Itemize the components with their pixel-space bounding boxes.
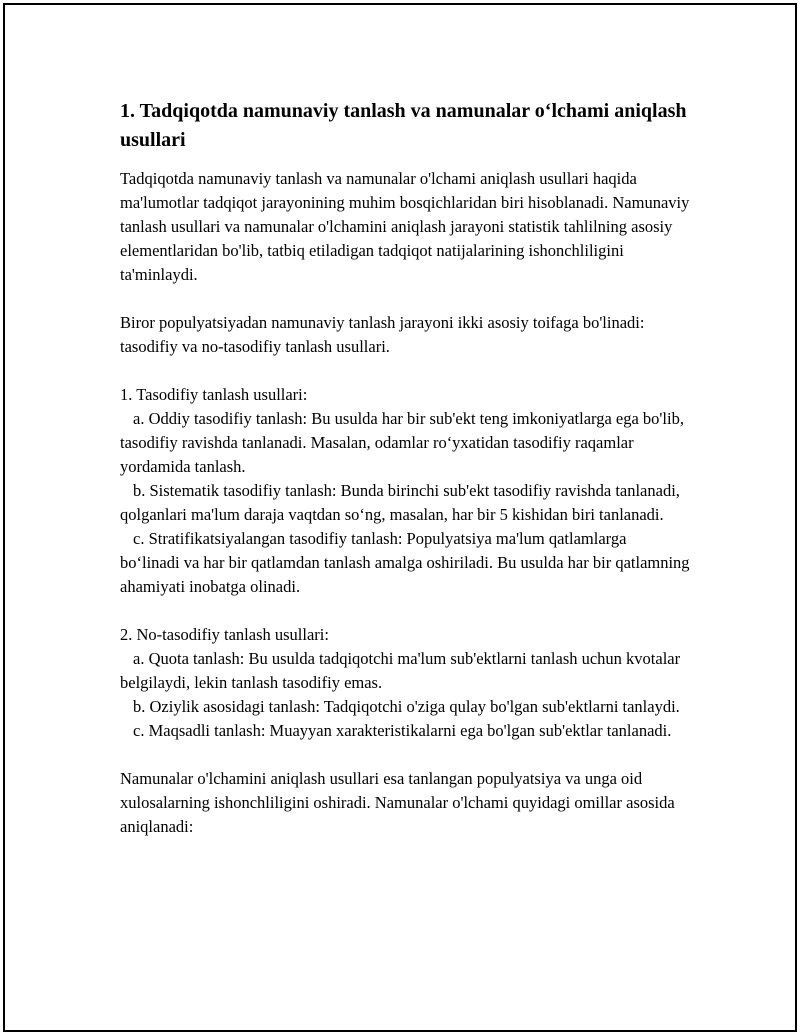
categories-paragraph: Biror populyatsiyadan namunaviy tanlash jarayoni ikki asosiy toifaga bo'linadi: tasodifiy va no-tasodifiy tanlash usullari. — [120, 313, 649, 356]
page-frame — [3, 3, 797, 1032]
paragraph-gap — [120, 599, 690, 623]
intro-paragraph: Tadqiqotda namunaviy tanlash va namunalar o'lchami aniqlash usullari haqida ma'lumotlar tadqiqot jarayonining muhim bosqichlaridan biri hisoblanadi. Namunaviy tanlash usullari va namunalar o'lchamini aniqlash jarayoni statistik tahlilning asosiy elementlaridan bo'lib, tatbiq etiladigan tadqiqot natijalarining ishonchliligini ta'minlaydi. — [120, 169, 694, 284]
random-method-item: b. Sistematik tasodifiy tanlash: Bunda birinchi sub'ekt tasodifiy ravishda tanlanadi, qolganlari ma'lum daraja vaqtdan so‘ng, masalan, har bir 5 kishidan biri tanlanadi. — [120, 481, 685, 524]
nonrandom-method-item: c. Maqsadli tanlash: Muayyan xarakteristikalarni ega bo'lgan sub'ektlar tanlanadi. — [133, 721, 672, 740]
nonrandom-methods-heading: 2. No-tasodifiy tanlash usullari: — [120, 625, 329, 644]
document-body — [120, 97, 694, 839]
random-method-item: a. Oddiy tasodifiy tanlash: Bu usulda har bir sub'ekt teng imkoniyatlarga ega bo'lib, tasodifiy ravishda tanlanadi. Masalan, odamlar ro‘yxatidan tasodifiy raqamlar yordamida tanlash. — [120, 409, 689, 476]
paragraph-gap — [120, 359, 690, 383]
random-method-item: c. Stratifikatsiyalangan tasodifiy tanlash: Populyatsiya ma'lum qatlamlarga bo‘linadi va har bir qatlamdan tanlash amalga oshiriladi. Bu usulda har bir qatlamning ahamiyati inobatga olinadi. — [120, 529, 694, 596]
nonrandom-method-item: a. Quota tanlash: Bu usulda tadqiqotchi ma'lum sub'ektlarni tanlash uchun kvotalar belgilaydi, lekin tanlash tasodifiy emas. — [120, 649, 685, 692]
paragraph-gap — [120, 743, 690, 767]
paragraph-gap — [120, 287, 690, 311]
nonrandom-method-item: b. Oziylik asosidagi tanlash: Tadqiqotchi o'ziga qulay bo'lgan sub'ektlarni tanlaydi. — [133, 697, 680, 716]
random-methods-heading: 1. Tasodifiy tanlash usullari: — [120, 385, 308, 404]
sample-size-paragraph: Namunalar o'lchamini aniqlash usullari esa tanlangan populyatsiya va unga oid xulosalarning ishonchliligini oshiradi. Namunalar o'lchami quyidagi omillar asosida aniqlanadi: — [120, 769, 679, 836]
document-title: 1. Tadqiqotda namunaviy tanlash va namunalar o‘lchami aniqlash usullari — [120, 100, 687, 151]
